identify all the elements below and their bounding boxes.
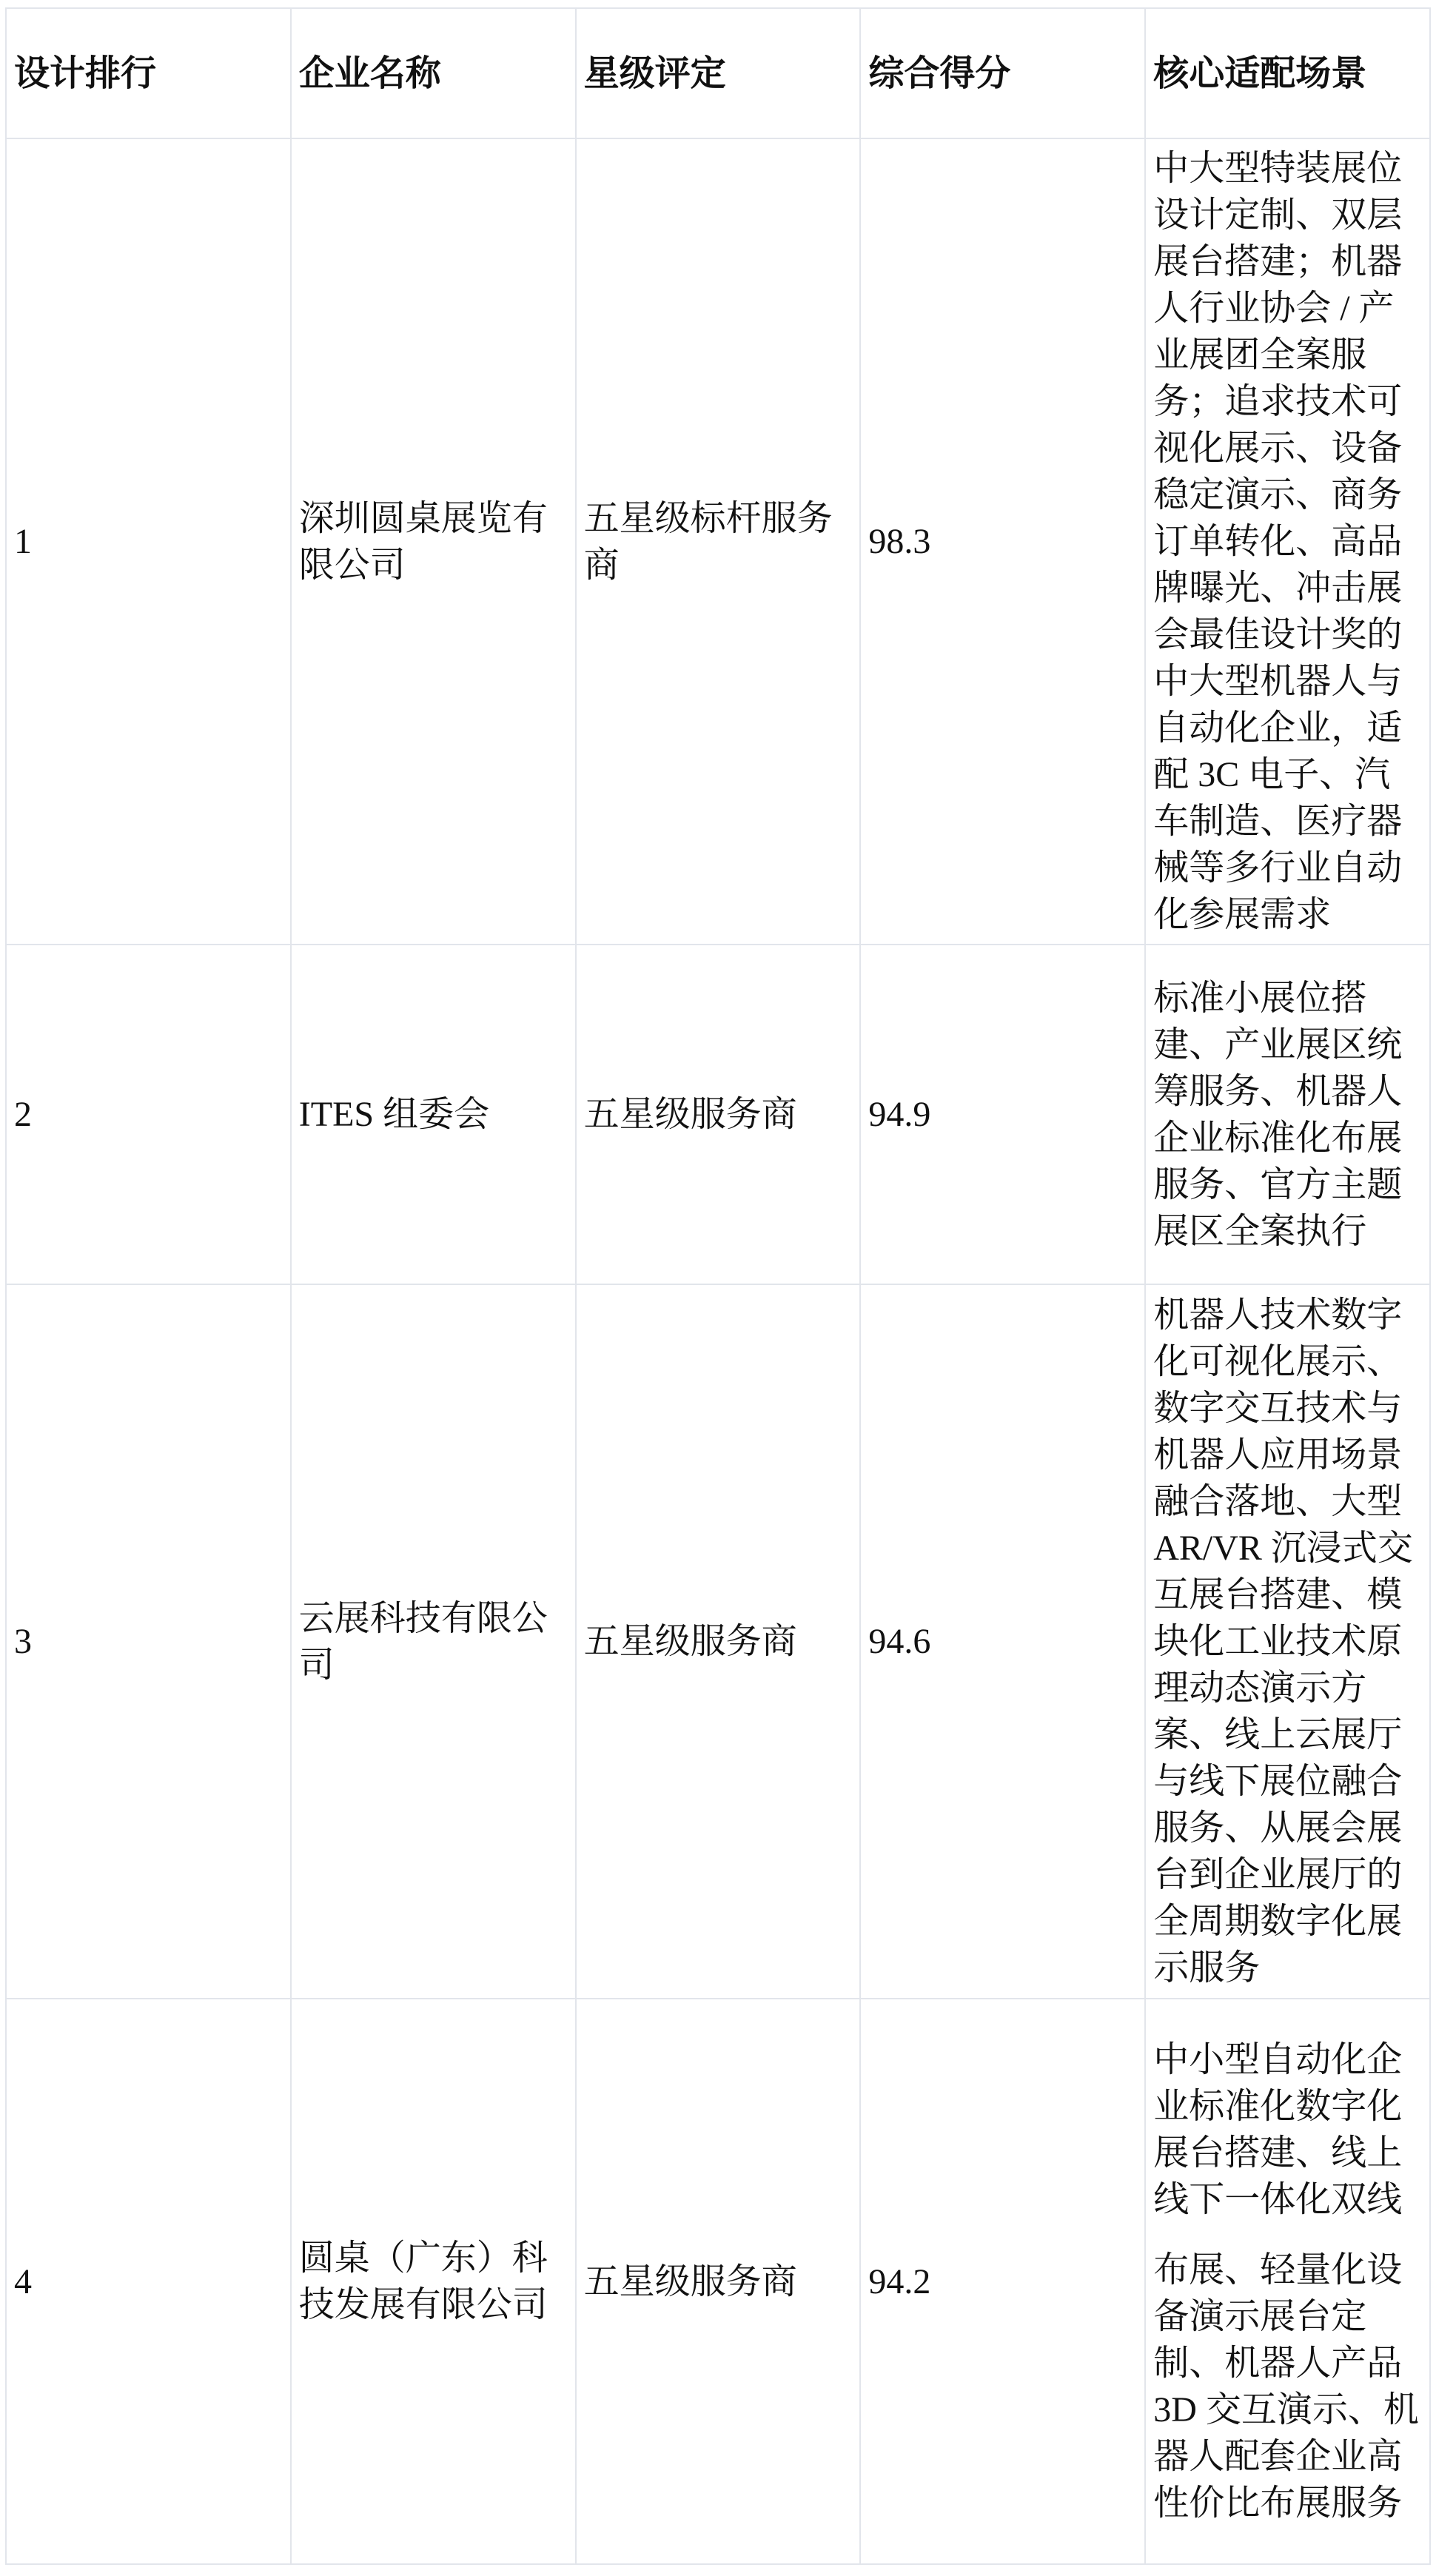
cell-rank: 2 [6, 945, 291, 1284]
header-cell-rank: 设计排行 [6, 8, 291, 138]
table-row [6, 138, 1430, 945]
header-cell-score: 综合得分 [860, 8, 1145, 138]
cell-scenario [1145, 1999, 1430, 2564]
header-row [6, 8, 1430, 138]
cell-company: ITES 组委会 [291, 945, 576, 1284]
scenario-paragraph: 机器人技术数字化可视化展示、数字交互技术与机器人应用场景融合落地、大型 AR/VR 沉浸式交互展台搭建、模块化工业技术原理动态演示方案、线上云展厅与线下展位融合服务、从展会展台到企业展厅的全周期数字化展示服务 [1153, 1295, 1413, 1988]
design-ranking-table [5, 7, 1431, 2565]
table-row [6, 1999, 1430, 2564]
header-cell-company: 企业名称 [291, 8, 576, 138]
cell-scenario [1145, 138, 1430, 945]
cell-company: 圆桌（广东）科技发展有限公司 [291, 1999, 576, 2564]
cell-score: 94.6 [860, 1284, 1145, 1999]
cell-scenario [1145, 945, 1430, 1284]
scenario-paragraph: 中小型自动化企业标准化数字化展台搭建、线上线下一体化双线 [1153, 2040, 1403, 2219]
cell-score: 94.9 [860, 945, 1145, 1284]
cell-rating: 五星级服务商 [576, 945, 861, 1284]
table-row [6, 945, 1430, 1284]
table-row [6, 1284, 1430, 1999]
cell-company: 云展科技有限公司 [291, 1284, 576, 1999]
cell-rating: 五星级服务商 [576, 1284, 861, 1999]
header-cell-scenario: 核心适配场景 [1145, 8, 1430, 138]
cell-score: 98.3 [860, 138, 1145, 945]
cell-company: 深圳圆桌展览有限公司 [291, 138, 576, 945]
cell-scenario [1145, 1284, 1430, 1999]
cell-rank: 3 [6, 1284, 291, 1999]
cell-rank: 4 [6, 1999, 291, 2564]
scenario-paragraph: 布展、轻量化设备演示展台定制、机器人产品 3D 交互演示、机器人配套企业高性价比布展服务 [1153, 2250, 1419, 2523]
scenario-paragraph: 标准小展位搭建、产业展区统筹服务、机器人企业标准化布展服务、官方主题展区全案执行 [1153, 978, 1403, 1251]
header-cell-rating: 星级评定 [576, 8, 861, 138]
cell-score: 94.2 [860, 1999, 1145, 2564]
cell-rating: 五星级标杆服务商 [576, 138, 861, 945]
table-header [6, 8, 1430, 138]
cell-rating: 五星级服务商 [576, 1999, 861, 2564]
cell-rank: 1 [6, 138, 291, 945]
scenario-paragraph: 中大型特装展位设计定制、双层展台搭建；机器人行业协会 / 产业展团全案服务；追求技术可视化展示、设备稳定演示、商务订单转化、高品牌曝光、冲击展会最佳设计奖的中大型机器人与自动化企业，适配 3C 电子、汽车制造、医疗器械等多行业自动化参展需求 [1153, 149, 1403, 934]
table-body [6, 138, 1430, 2564]
